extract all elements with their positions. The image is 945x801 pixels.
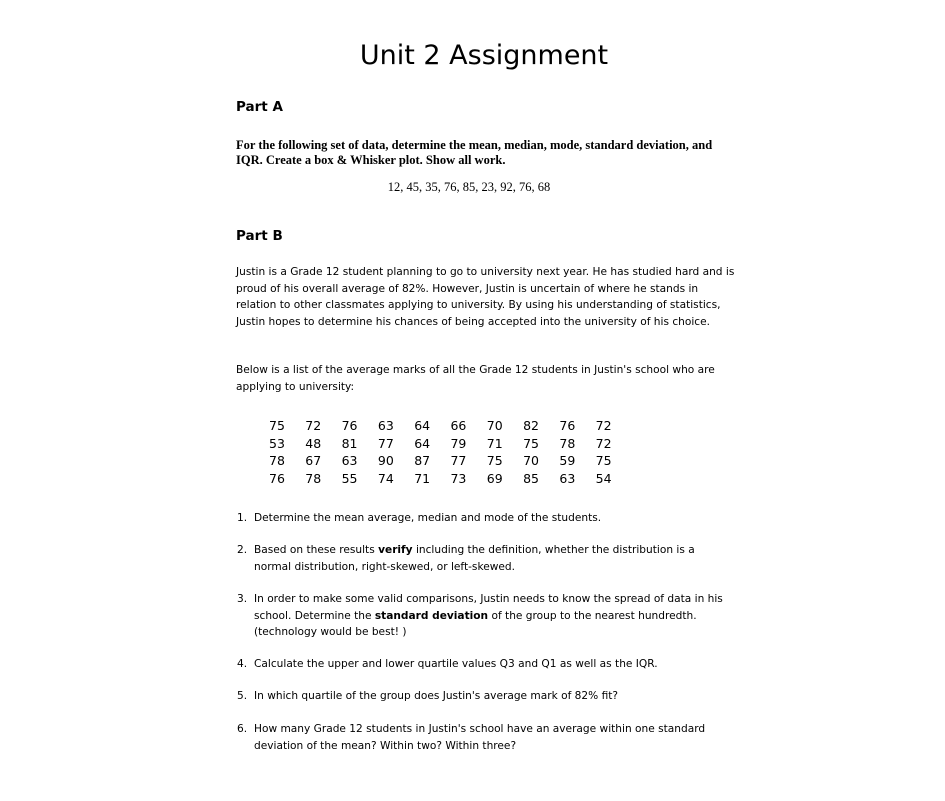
question-number: 4. <box>237 658 248 670</box>
mark-cell: 67 <box>305 453 322 469</box>
mark-cell: 72 <box>595 435 612 451</box>
mark-cell: 66 <box>450 418 467 434</box>
question-text: Determine the mean average, median and mode of the students. <box>254 512 602 524</box>
part-a-heading: Part A <box>236 99 283 115</box>
mark-cell: 75 <box>595 453 612 469</box>
mark-cell: 78 <box>269 453 285 469</box>
question-item <box>237 542 727 575</box>
question-number: 1. <box>237 512 248 524</box>
mark-cell: 76 <box>341 418 358 434</box>
part-a-data-line: 12, 45, 35, 76, 85, 23, 92, 76, 68 <box>387 180 551 194</box>
marks-row <box>269 435 632 453</box>
mark-cell: 90 <box>377 453 394 469</box>
mark-cell: 54 <box>595 471 612 487</box>
mark-cell: 76 <box>269 471 285 487</box>
mark-cell: 63 <box>559 471 576 487</box>
mark-cell: 76 <box>559 418 576 434</box>
question-number: 2. <box>237 544 248 556</box>
marks-row <box>269 470 632 488</box>
marks-row <box>269 452 632 470</box>
mark-cell: 77 <box>377 435 394 451</box>
mark-cell: 81 <box>341 435 358 451</box>
mark-cell: 72 <box>595 418 612 434</box>
mark-cell: 64 <box>414 418 431 434</box>
question-item <box>237 721 727 754</box>
mark-cell: 71 <box>486 435 503 451</box>
question-number: 6. <box>237 723 248 735</box>
mark-cell: 85 <box>523 471 539 487</box>
mark-cell: 72 <box>305 418 322 434</box>
mark-cell: 64 <box>414 435 431 451</box>
part-b-list-intro: Below is a list of the average marks of all the Grade 12 students in Justin's school who are applying to university: <box>236 364 715 393</box>
question-item <box>237 656 727 673</box>
page-title: Unit 2 Assignment <box>359 40 609 71</box>
question-text: How many Grade 12 students in Justin's school have an average within one standard deviation of the mean? Within two? Within three? <box>254 723 706 752</box>
mark-cell: 48 <box>305 435 322 451</box>
mark-cell: 78 <box>559 435 576 451</box>
mark-cell: 79 <box>450 435 467 451</box>
question-item <box>237 591 727 641</box>
mark-cell: 70 <box>523 453 539 469</box>
marks-table <box>269 417 632 487</box>
mark-cell: 87 <box>414 453 431 469</box>
question-number: 5. <box>237 690 248 702</box>
marks-row <box>269 417 632 435</box>
part-a-instruction: For the following set of data, determine the mean, median, mode, standard deviation, and IQR. Create a box & Whisker plot. Show all work. <box>236 138 713 167</box>
question-text: Calculate the upper and lower quartile values Q3 and Q1 as well as the IQR. <box>254 658 658 670</box>
mark-cell: 63 <box>377 418 394 434</box>
mark-cell: 77 <box>450 453 467 469</box>
mark-cell: 69 <box>486 471 503 487</box>
question-text: In order to make some valid comparisons, Justin needs to know the spread of data in his school. Determine the standard deviation of the group to the nearest hundredth. (technology would be best! ) <box>254 593 723 638</box>
question-text: Based on these results verify including the definition, whether the distribution is a normal distribution, right-skewed, or left-skewed. <box>254 544 695 573</box>
mark-cell: 75 <box>523 435 539 451</box>
mark-cell: 53 <box>269 435 285 451</box>
mark-cell: 78 <box>305 471 322 487</box>
mark-cell: 73 <box>450 471 467 487</box>
question-number: 3. <box>237 593 248 605</box>
question-item <box>237 510 727 527</box>
mark-cell: 59 <box>559 453 576 469</box>
mark-cell: 74 <box>377 471 394 487</box>
mark-cell: 82 <box>523 418 539 434</box>
mark-cell: 63 <box>341 453 358 469</box>
mark-cell: 75 <box>269 418 285 434</box>
question-text: In which quartile of the group does Justin's average mark of 82% fit? <box>254 690 619 702</box>
mark-cell: 70 <box>486 418 503 434</box>
mark-cell: 55 <box>341 471 358 487</box>
part-b-heading: Part B <box>236 228 283 244</box>
question-item <box>237 688 727 705</box>
mark-cell: 71 <box>414 471 431 487</box>
part-b-intro: Justin is a Grade 12 student planning to go to university next year. He has studied hard and is proud of his overall average of 82%. However, Justin is uncertain of where he stands in relation to other classmates applying to university. By using his understanding of statistics, Justin hopes to determine his chances of being accepted into the university of his choice. <box>236 266 735 328</box>
mark-cell: 75 <box>486 453 503 469</box>
